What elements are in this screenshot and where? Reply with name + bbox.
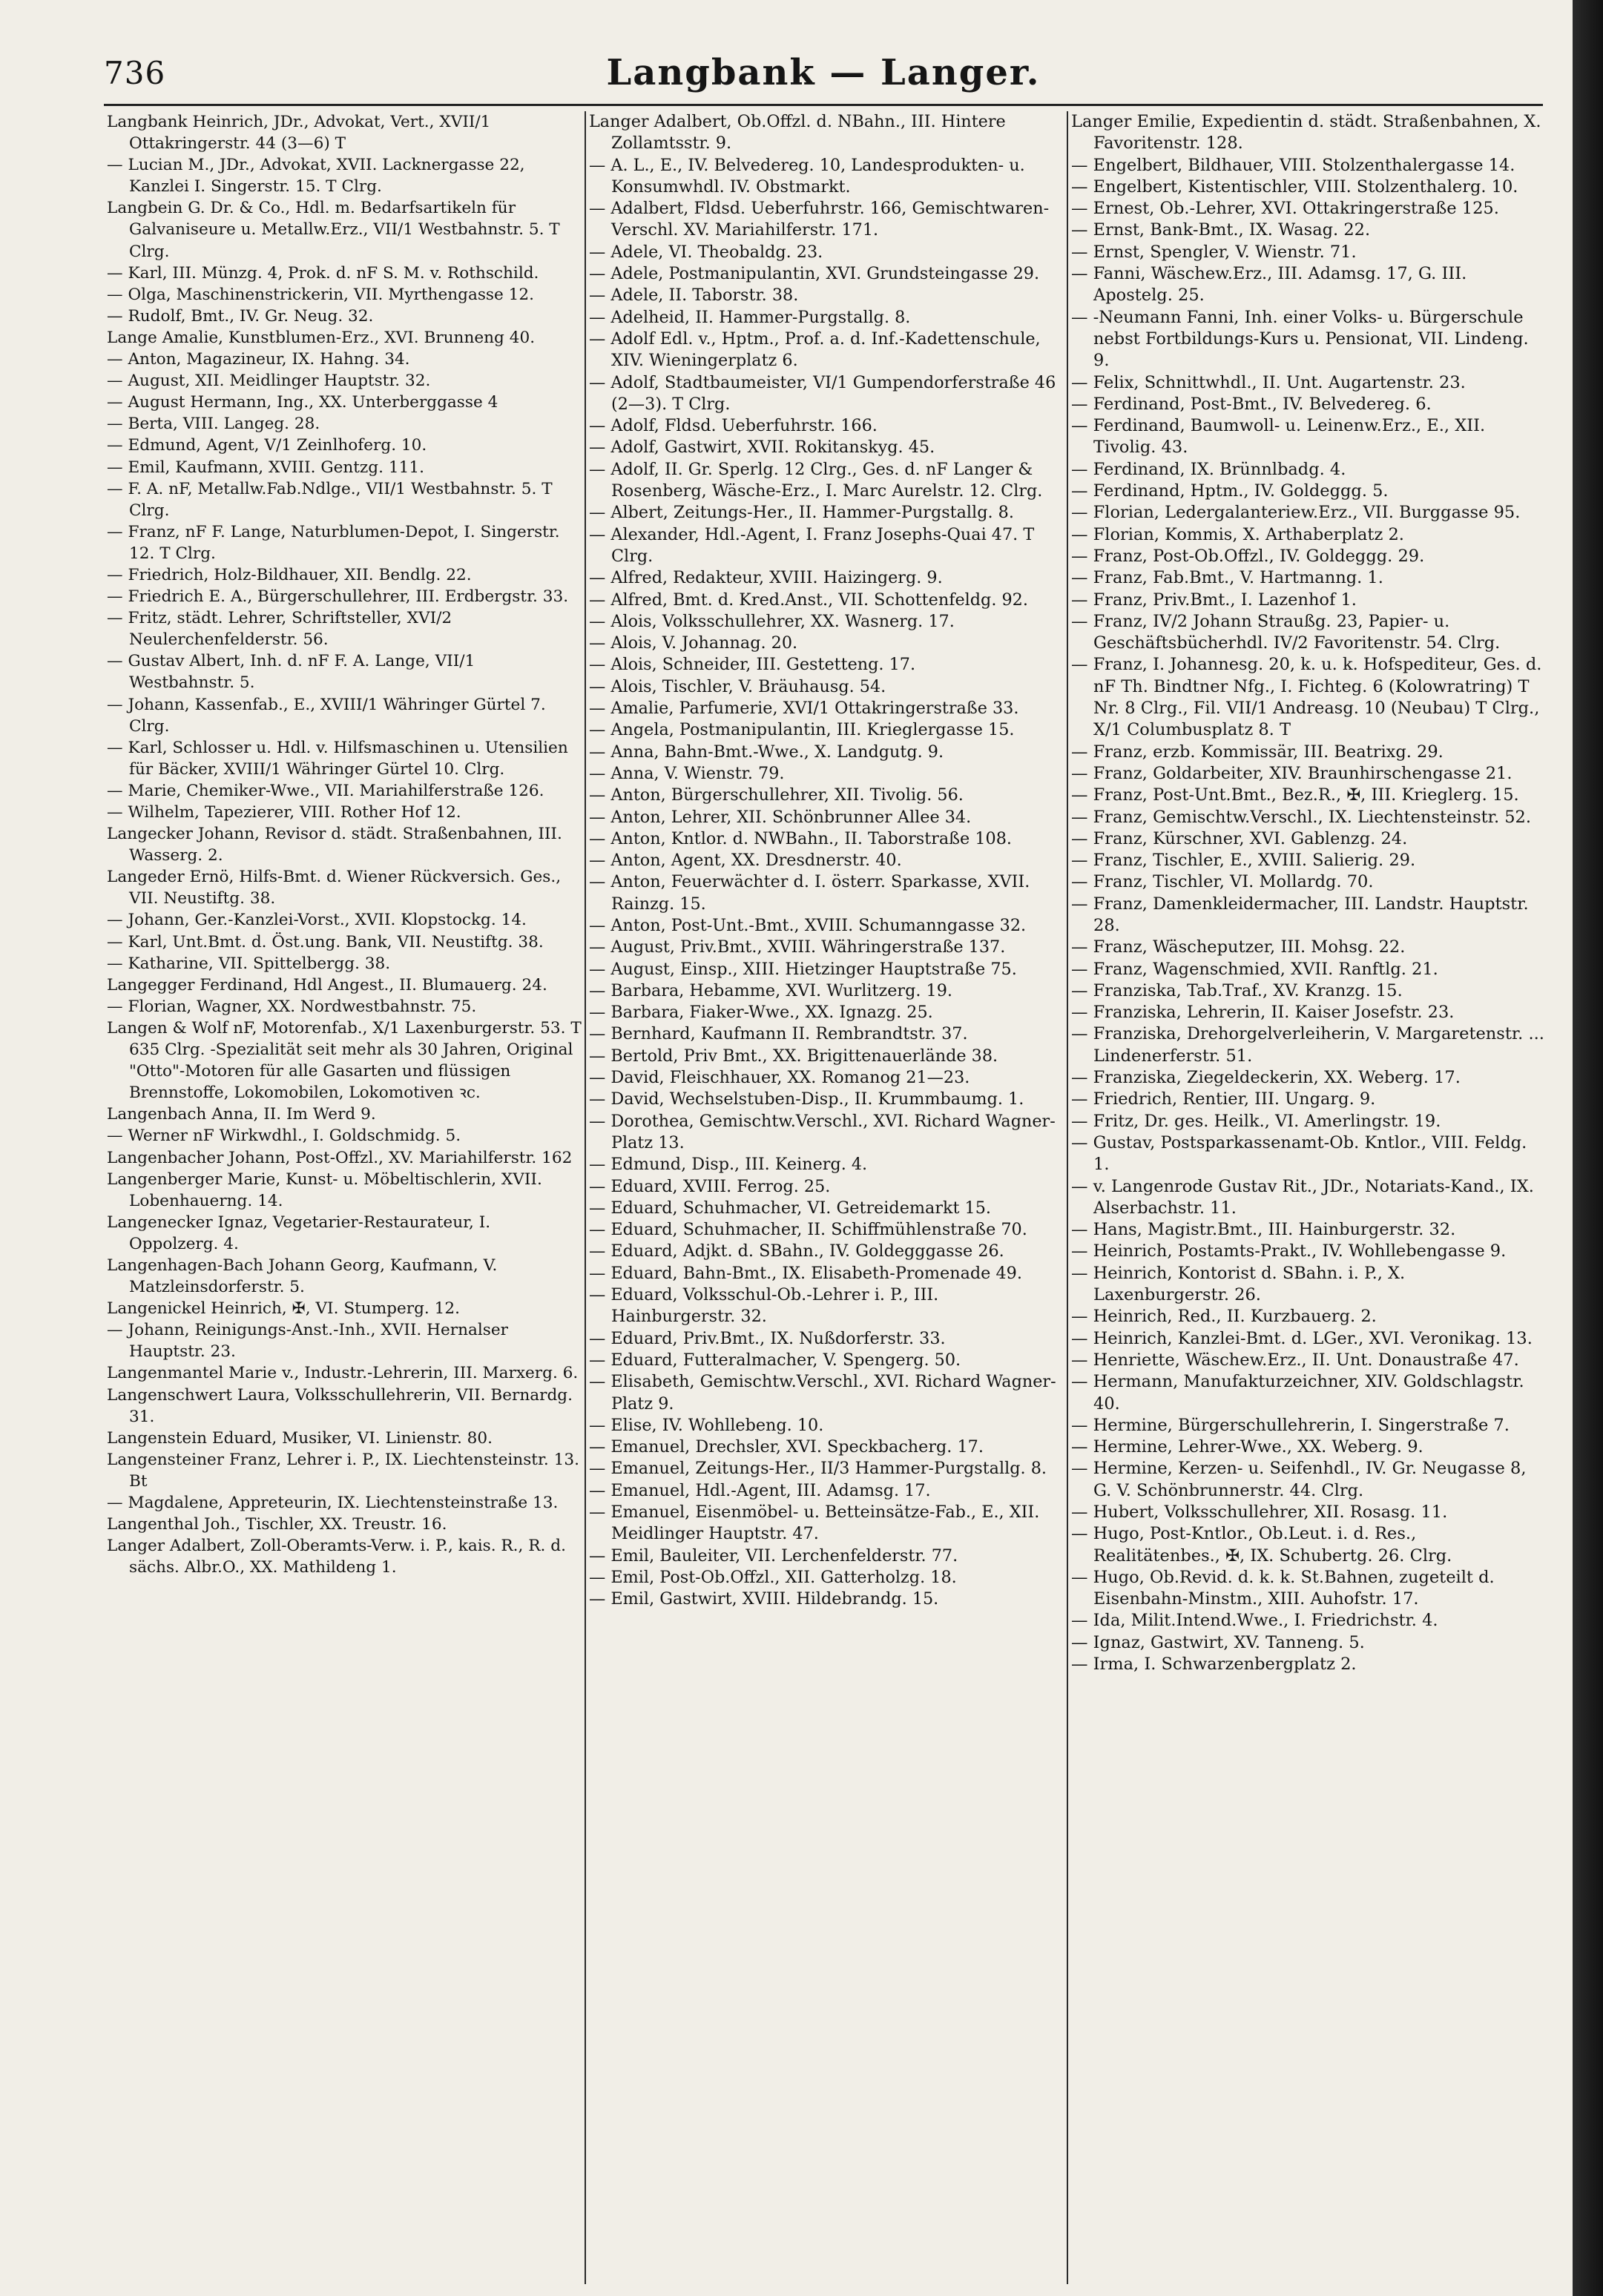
directory-entry: — Emanuel, Eisenmöbel- u. Betteinsätze-Fab., E., XII. Meidlinger Hauptstr. 47. xyxy=(589,1502,1040,1544)
directory-entry: — Ernst, Bank-Bmt., IX. Wasag. 22. xyxy=(1071,220,1371,240)
directory-entry: — Anton, Bürgerschullehrer, XII. Tivolig. 56. xyxy=(589,785,964,805)
directory-entry: — Franz, Damenkleidermacher, III. Landstr. Hauptstr. 28. xyxy=(1071,894,1529,935)
directory-entry: — Edmund, Disp., III. Keinerg. 4. xyxy=(589,1155,868,1175)
directory-entry: — Hermine, Lehrer-Wwe., XX. Weberg. 9. xyxy=(1071,1437,1423,1457)
directory-entry: — Florian, Ledergalanteriew.Erz., VII. Burggasse 95. xyxy=(1071,503,1521,523)
column-divider xyxy=(585,111,586,2284)
scan-edge xyxy=(1573,0,1603,2296)
directory-entry: — Berta, VIII. Langeg. 28. xyxy=(107,415,320,434)
directory-entry: — Hermann, Manufakturzeichner, XIV. Goldschlagstr. 40. xyxy=(1071,1372,1524,1413)
directory-entry: — Fritz, städt. Lehrer, Schriftsteller, XVI/2 Neulerchenfelderstr. 56. xyxy=(107,609,452,650)
directory-entry: — Emil, Bauleiter, VII. Lerchenfelderstr. 77. xyxy=(589,1545,958,1566)
directory-entry: — Johann, Ger.-Kanzlei-Vorst., XVII. Klopstockg. 14. xyxy=(107,911,527,930)
directory-entry: Langenbach Anna, II. Im Werd 9. xyxy=(107,1105,376,1124)
directory-entry: — Alfred, Bmt. d. Kred.Anst., VII. Schottenfeldg. 92. xyxy=(589,590,1028,610)
directory-entry: — Engelbert, Bildhauer, VIII. Stolzenthalergasse 14. xyxy=(1071,155,1515,175)
directory-entry: — Franziska, Ziegeldeckerin, XX. Weberg. 17. xyxy=(1071,1068,1461,1088)
directory-entry: — Adele, II. Taborstr. 38. xyxy=(589,286,799,306)
directory-entry: — Emanuel, Drechsler, XVI. Speckbacherg. 17. xyxy=(589,1437,984,1457)
directory-entry: Langbein G. Dr. & Co., Hdl. m. Bedarfsartikeln für Galvaniseure u. Metallw.Erz., VII/1 Westbahnstr. 5. T Clrg. xyxy=(107,199,560,261)
directory-entry: — A. L., E., IV. Belvedereg. 10, Landesprodukten- u. Konsumwhdl. IV. Obstmarkt. xyxy=(589,155,1025,197)
directory-entry: — Felix, Schnittwhdl., II. Unt. Augartenstr. 23. xyxy=(1071,372,1466,392)
directory-entry: — Hugo, Post-Kntlor., Ob.Leut. i. d. Res., Realitätenbes., ✠, IX. Schubertg. 26. Clrg. xyxy=(1071,1524,1452,1566)
directory-entry: — Karl, Schlosser u. Hdl. v. Hilfsmaschinen u. Utensilien für Bäcker, XVIII/1 Währinger Gürtel 10. Clrg. xyxy=(107,738,568,779)
directory-entry: — Franziska, Drehorgelverleiherin, V. Margaretenstr. ... Lindenerferstr. 51. xyxy=(1071,1024,1544,1066)
directory-entry: — Emil, Post-Ob.Offzl., XII. Gatterholzg. 18. xyxy=(589,1567,957,1587)
directory-entry: — Hermine, Kerzen- u. Seifenhdl., IV. Gr. Neugasse 8, G. V. Schönbrunnerstr. 44. Clrg. xyxy=(1071,1459,1527,1500)
directory-entry: — Dorothea, Gemischtw.Verschl., XVI. Richard Wagner-Platz 13. xyxy=(589,1111,1056,1152)
directory-entry: — Olga, Maschinenstrickerin, VII. Myrthengasse 12. xyxy=(107,285,534,304)
directory-entry: — Florian, Kommis, X. Arthaberplatz 2. xyxy=(1071,524,1404,544)
directory-entry: — Eduard, Bahn-Bmt., IX. Elisabeth-Promenade 49. xyxy=(589,1263,1022,1283)
directory-entry: — Franz, Gemischtw.Verschl., IX. Liechtensteinstr. 52. xyxy=(1071,807,1532,827)
column-1 xyxy=(107,111,582,2284)
directory-entry: — Franz, Priv.Bmt., I. Lazenhof 1. xyxy=(1071,590,1357,610)
header-rule xyxy=(104,104,1543,106)
directory-entry: — Alois, Tischler, V. Bräuhausg. 54. xyxy=(589,676,886,696)
directory-entry: Langenickel Heinrich, ✠, VI. Stumperg. 12. xyxy=(107,1299,460,1319)
column-3 xyxy=(1071,111,1546,2284)
directory-entry: Langenhagen-Bach Johann Georg, Kaufmann, V. Matzleinsdorferstr. 5. xyxy=(107,1256,498,1297)
directory-entry: — Anna, Bahn-Bmt.-Wwe., X. Landgutg. 9. xyxy=(589,742,944,762)
directory-entry: Langenstein Eduard, Musiker, VI. Linienstr. 80. xyxy=(107,1428,493,1448)
directory-entry: — Gustav, Postsparkassenamt-Ob. Kntlor., VIII. Feldg. 1. xyxy=(1071,1132,1527,1175)
directory-entry: — Franz, Wagenschmied, XVII. Ranftlg. 21. xyxy=(1071,959,1438,979)
directory-entry: — Rudolf, Bmt., IV. Gr. Neug. 32. xyxy=(107,306,374,326)
directory-entry: — Adalbert, Fldsd. Ueberfuhrstr. 166, Gemischtwaren-Verschl. XV. Mariahilferstr. 171. xyxy=(589,199,1050,240)
directory-entry: — Franziska, Tab.Traf., XV. Kranzg. 15. xyxy=(1071,980,1403,1000)
directory-entry: — Heinrich, Red., II. Kurzbauerg. 2. xyxy=(1071,1307,1377,1327)
directory-entry: — Franz, Post-Unt.Bmt., Bez.R., ✠, III. Krieglerg. 15. xyxy=(1071,785,1519,805)
directory-entry: — Alfred, Redakteur, XVIII. Haizingerg. 9. xyxy=(589,568,943,588)
page-number: 736 xyxy=(104,55,166,91)
directory-entry: — Franz, I. Johannesg. 20, k. u. k. Hofspediteur, Ges. d. nF Th. Bindtner Nfg., I. Fichteg. 6 (Kolowratring) T Nr. 8 Clrg., Fil. VII/1 Andreasg. 10 (Neubau) T Clrg., X/1 Columbusplatz 8. T xyxy=(1071,655,1542,740)
directory-entry: Langenecker Ignaz, Vegetarier-Restaurateur, I. Oppolzerg. 4. xyxy=(107,1213,491,1253)
directory-entry: — Anna, V. Wienstr. 79. xyxy=(589,763,785,783)
directory-entry: — Emanuel, Hdl.-Agent, III. Adamsg. 17. xyxy=(589,1480,931,1500)
directory-entry: — Franziska, Lehrerin, II. Kaiser Josefstr. 23. xyxy=(1071,1003,1455,1023)
directory-entry: Langenthal Joh., Tischler, XX. Treustr. 16. xyxy=(107,1515,447,1534)
directory-entry: — Ferdinand, Baumwoll- u. Leinenw.Erz., E., XII. Tivolig. 43. xyxy=(1071,416,1486,458)
directory-entry: — Angela, Postmanipulantin, III. Krieglergasse 15. xyxy=(589,720,1015,740)
directory-entry: — Eduard, Futteralmacher, V. Spengerg. 50. xyxy=(589,1350,961,1370)
directory-entry: — Anton, Magazineur, IX. Hahng. 34. xyxy=(107,350,410,369)
directory-entry: Langer Emilie, Expedientin d. städt. Straßenbahnen, X. Favoritenstr. 128. xyxy=(1071,112,1541,154)
directory-entry: — Eduard, XVIII. Ferrog. 25. xyxy=(589,1176,831,1196)
directory-entry: — Alois, V. Johannag. 20. xyxy=(589,633,798,653)
directory-entry: — Engelbert, Kistentischler, VIII. Stolzenthalerg. 10. xyxy=(1071,177,1518,197)
directory-entry: — Emil, Kaufmann, XVIII. Gentzg. 111. xyxy=(107,458,424,477)
directory-entry: — Emanuel, Zeitungs-Her., II/3 Hammer-Purgstallg. 8. xyxy=(589,1459,1047,1479)
directory-entry: — Ferdinand, IX. Brünnlbadg. 4. xyxy=(1071,459,1346,479)
directory-entry: — Franz, Kürschner, XVI. Gablenzg. 24. xyxy=(1071,828,1408,848)
directory-entry: — Adolf, Fldsd. Ueberfuhrstr. 166. xyxy=(589,416,878,436)
directory-entry: — Friedrich, Rentier, III. Ungarg. 9. xyxy=(1071,1089,1376,1109)
directory-entry: — Alois, Schneider, III. Gestetteng. 17. xyxy=(589,655,916,675)
directory-entry: Langegger Ferdinand, Hdl Angest., II. Blumauerg. 24. xyxy=(107,975,547,994)
directory-entry: — Adolf Edl. v., Hptm., Prof. a. d. Inf.-Kadettenschule, XIV. Wieningerplatz 6. xyxy=(589,329,1041,371)
directory-entry: — Gustav Albert, Inh. d. nF F. A. Lange, VII/1 Westbahnstr. 5. xyxy=(107,652,475,693)
directory-entry: — Karl, Unt.Bmt. d. Öst.ung. Bank, VII. Neustiftg. 38. xyxy=(107,932,544,951)
directory-entry: Langer Adalbert, Ob.Offzl. d. NBahn., III. Hintere Zollamtsstr. 9. xyxy=(589,112,1006,154)
directory-entry: — Elisabeth, Gemischtw.Verschl., XVI. Richard Wagner-Platz 9. xyxy=(589,1372,1056,1413)
directory-entry: — August Hermann, Ing., XX. Unterberggasse 4 xyxy=(107,393,498,412)
directory-entry: — Eduard, Priv.Bmt., IX. Nußdorferstr. 33. xyxy=(589,1328,946,1348)
directory-entry: — Anton, Agent, XX. Dresdnerstr. 40. xyxy=(589,851,902,871)
directory-entry: — Hugo, Ob.Revid. d. k. k. St.Bahnen, zugeteilt d. Eisenbahn-Minstm., XIII. Auhofstr. 17. xyxy=(1071,1567,1495,1609)
directory-entry: — David, Fleischhauer, XX. Romanog 21—23. xyxy=(589,1068,970,1088)
directory-entry: — Adolf, Stadtbaumeister, VI/1 Gumpendorferstraße 46 (2—3). T Clrg. xyxy=(589,372,1056,414)
directory-entry: — August, Einsp., XIII. Hietzinger Hauptstraße 75. xyxy=(589,959,1017,979)
column-divider xyxy=(1067,111,1068,2284)
directory-entry: — Elise, IV. Wohllebeng. 10. xyxy=(589,1415,824,1435)
directory-entry: — Emil, Gastwirt, XVIII. Hildebrandg. 15. xyxy=(589,1589,939,1609)
directory-entry: Langeder Ernö, Hilfs-Bmt. d. Wiener Rückversich. Ges., VII. Neustiftg. 38. xyxy=(107,868,562,908)
directory-entry: — Amalie, Parfumerie, XVI/1 Ottakringerstraße 33. xyxy=(589,699,1019,719)
directory-entry: — David, Wechselstuben-Disp., II. Krummbaumg. 1. xyxy=(589,1089,1024,1109)
directory-entry: — Franz, Tischler, E., XVIII. Salierig. 29. xyxy=(1071,851,1416,871)
directory-entry: — Eduard, Adjkt. d. SBahn., IV. Goldegggasse 26. xyxy=(589,1241,1004,1261)
directory-entry: — Franz, erzb. Kommissär, III. Beatrixg. 29. xyxy=(1071,742,1444,762)
directory-entry: — Anton, Lehrer, XII. Schönbrunner Allee 34. xyxy=(589,807,972,827)
directory-entry: — Hermine, Bürgerschullehrerin, I. Singerstraße 7. xyxy=(1071,1415,1510,1435)
directory-entry: — Friedrich E. A., Bürgerschullehrer, III. Erdbergstr. 33. xyxy=(107,587,569,607)
directory-entry: — Adele, Postmanipulantin, XVI. Grundsteingasse 29. xyxy=(589,264,1040,284)
directory-entry: Langen & Wolf nF, Motorenfab., X/1 Laxenburgerstr. 53. T 635 Clrg. -Spezialität seit mehr als 30 Jahren, Original "Otto"-Motoren für alle Gasarten und flüssigen Brennstoffe, Lokomobilen, Lokomotiven ꝛc. xyxy=(107,1018,582,1103)
directory-entry: — Eduard, Schuhmacher, VI. Getreidemarkt 15. xyxy=(589,1198,992,1218)
directory-entry: — Anton, Post-Unt.-Bmt., XVIII. Schumanngasse 32. xyxy=(589,915,1027,935)
directory-entry: — Fritz, Dr. ges. Heilk., VI. Amerlingstr. 19. xyxy=(1071,1111,1441,1131)
directory-entry: — Ferdinand, Hptm., IV. Goldeggg. 5. xyxy=(1071,481,1389,501)
directory-entry: — Edmund, Agent, V/1 Zeinlhoferg. 10. xyxy=(107,436,427,455)
directory-entry: — Anton, Kntlor. d. NWBahn., II. Taborstraße 108. xyxy=(589,828,1012,848)
directory-entry: — Lucian M., JDr., Advokat, XVII. Lacknergasse 22, Kanzlei I. Singerstr. 15. T Clrg. xyxy=(107,156,525,197)
directory-columns xyxy=(107,111,1546,2284)
directory-entry: — Werner nF Wirkwdhl., I. Goldschmidg. 5. xyxy=(107,1126,461,1146)
directory-entry: — Ignaz, Gastwirt, XV. Tanneng. 5. xyxy=(1071,1632,1365,1652)
directory-entry: Langensteiner Franz, Lehrer i. P., IX. Liechtensteinstr. 13. Bt xyxy=(107,1450,579,1491)
directory-entry: — Barbara, Hebamme, XVI. Wurlitzerg. 19. xyxy=(589,980,952,1000)
directory-entry: — Ferdinand, Post-Bmt., IV. Belvedereg. 6. xyxy=(1071,394,1432,414)
directory-entry: — Adolf, Gastwirt, XVII. Rokitanskyg. 45. xyxy=(589,438,935,458)
directory-entry: — Franz, nF F. Lange, Naturblumen-Depot, I. Singerstr. 12. T Clrg. xyxy=(107,522,560,563)
directory-entry: — Bernhard, Kaufmann II. Rembrandtstr. 37. xyxy=(589,1024,968,1044)
directory-entry: — Hubert, Volksschullehrer, XII. Rosasg. 11. xyxy=(1071,1502,1448,1522)
directory-entry: — Franz, Post-Ob.Offzl., IV. Goldeggg. 29. xyxy=(1071,546,1425,566)
directory-entry: — Ernest, Ob.-Lehrer, XVI. Ottakringerstraße 125. xyxy=(1071,199,1499,219)
column-2 xyxy=(589,111,1064,2284)
directory-entry: Langenmantel Marie v., Industr.-Lehrerin, III. Marxerg. 6. xyxy=(107,1364,579,1383)
directory-entry: — Eduard, Volksschul-Ob.-Lehrer i. P., III. Hainburgerstr. 32. xyxy=(589,1285,939,1327)
directory-entry: Langenberger Marie, Kunst- u. Möbeltischlerin, XVII. Lobenhauerng. 14. xyxy=(107,1170,542,1210)
directory-entry: — Katharine, VII. Spittelbergg. 38. xyxy=(107,954,391,973)
directory-entry: — Alexander, Hdl.-Agent, I. Franz Josephs-Quai 47. T Clrg. xyxy=(589,524,1035,566)
directory-entry: Lange Amalie, Kunstblumen-Erz., XVI. Brunneng 40. xyxy=(107,328,536,347)
directory-entry: — Franz, IV/2 Johann Straußg. 23, Papier- u. Geschäftsbücherhdl. IV/2 Favoritenstr. 54. Clrg. xyxy=(1071,611,1501,653)
directory-entry: — Albert, Zeitungs-Her., II. Hammer-Purgstallg. 8. xyxy=(589,503,1014,523)
running-title: Langbank — Langer. xyxy=(606,52,1041,93)
directory-entry: Langbank Heinrich, JDr., Advokat, Vert., XVII/1 Ottakringerstr. 44 (3—6) T xyxy=(107,113,491,154)
directory-entry: — Franz, Fab.Bmt., V. Hartmanng. 1. xyxy=(1071,568,1383,588)
directory-entry: — Adolf, II. Gr. Sperlg. 12 Clrg., Ges. d. nF Langer & Rosenberg, Wäsche-Erz., I. Marc Aurelstr. 12. Clrg. xyxy=(589,459,1043,501)
directory-entry: — Johann, Kassenfab., E., XVIII/1 Währinger Gürtel 7. Clrg. xyxy=(107,695,546,736)
directory-entry: — Henriette, Wäschew.Erz., II. Unt. Donaustraße 47. xyxy=(1071,1350,1519,1370)
directory-entry: — Franz, Wäscheputzer, III. Mohsg. 22. xyxy=(1071,937,1406,957)
directory-entry: — v. Langenrode Gustav Rit., JDr., Notariats-Kand., IX. Alserbachstr. 11. xyxy=(1071,1176,1534,1218)
directory-entry: — Florian, Wagner, XX. Nordwestbahnstr. 75. xyxy=(107,997,477,1016)
directory-entry: — Ida, Milit.Intend.Wwe., I. Friedrichstr. 4. xyxy=(1071,1611,1438,1631)
directory-entry: — Eduard, Schuhmacher, II. Schiffmühlenstraße 70. xyxy=(589,1220,1027,1240)
directory-entry: — Marie, Chemiker-Wwe., VII. Mariahilferstraße 126. xyxy=(107,781,544,800)
directory-entry: — Heinrich, Kanzlei-Bmt. d. LGer., XVI. Veronikag. 13. xyxy=(1071,1328,1533,1348)
directory-entry: — Hans, Magistr.Bmt., III. Hainburgerstr. 32. xyxy=(1071,1220,1456,1240)
directory-entry: Langecker Johann, Revisor d. städt. Straßenbahnen, III. Wasserg. 2. xyxy=(107,825,562,865)
directory-entry: — Barbara, Fiaker-Wwe., XX. Ignazg. 25. xyxy=(589,1003,933,1023)
directory-entry: — Anton, Feuerwächter d. I. österr. Sparkasse, XVII. Rainzg. 15. xyxy=(589,872,1030,914)
directory-entry: — Heinrich, Postamts-Prakt., IV. Wohllebengasse 9. xyxy=(1071,1241,1507,1261)
directory-entry: — Franz, Tischler, VI. Mollardg. 70. xyxy=(1071,872,1374,892)
directory-entry: Langenschwert Laura, Volksschullehrerin, VII. Bernardg. 31. xyxy=(107,1385,573,1426)
directory-entry: — Franz, Goldarbeiter, XIV. Braunhirschengasse 21. xyxy=(1071,763,1513,783)
directory-entry: — Fanni, Wäschew.Erz., III. Adamsg. 17, G. III. Apostelg. 25. xyxy=(1071,264,1467,306)
directory-entry: — Karl, III. Münzg. 4, Prok. d. nF S. M. v. Rothschild. xyxy=(107,263,539,283)
directory-entry: — Wilhelm, Tapezierer, VIII. Rother Hof 12. xyxy=(107,803,461,822)
directory-entry: — Heinrich, Kontorist d. SBahn. i. P., X. Laxenburgerstr. 26. xyxy=(1071,1263,1406,1305)
directory-entry: — Johann, Reinigungs-Anst.-Inh., XVII. Hernalser Hauptstr. 23. xyxy=(107,1321,508,1362)
directory-entry: — Adelheid, II. Hammer-Purgstallg. 8. xyxy=(589,307,911,327)
page-header xyxy=(104,49,1543,101)
directory-entry: — Ernst, Spengler, V. Wienstr. 71. xyxy=(1071,242,1357,262)
directory-entry: — Alois, Volksschullehrer, XX. Wasnerg. 17. xyxy=(589,611,955,631)
directory-entry: — F. A. nF, Metallw.Fab.Ndlge., VII/1 Westbahnstr. 5. T Clrg. xyxy=(107,479,553,520)
directory-entry: — August, Priv.Bmt., XVIII. Währingerstraße 137. xyxy=(589,937,1006,957)
directory-entry: — -Neumann Fanni, Inh. einer Volks- u. Bürgerschule nebst Fortbildungs-Kurs u. Pensionat, VII. Lindeng. 9. xyxy=(1071,307,1529,371)
directory-entry: — Magdalene, Appreteurin, IX. Liechtensteinstraße 13. xyxy=(107,1494,559,1512)
directory-entry: Langenbacher Johann, Post-Offzl., XV. Mariahilferstr. 162 xyxy=(107,1148,573,1167)
directory-entry: — Adele, VI. Theobaldg. 23. xyxy=(589,242,823,262)
directory-entry: — Bertold, Priv Bmt., XX. Brigittenauerlände 38. xyxy=(589,1046,998,1066)
directory-entry: — Irma, I. Schwarzenbergplatz 2. xyxy=(1071,1655,1357,1675)
directory-entry: — Friedrich, Holz-Bildhauer, XII. Bendlg. 22. xyxy=(107,565,472,584)
directory-entry: Langer Adalbert, Zoll-Oberamts-Verw. i. P., kais. R., R. d. sächs. Albr.O., XX. Mathildeng 1. xyxy=(107,1537,566,1577)
directory-entry: — August, XII. Meidlinger Hauptstr. 32. xyxy=(107,372,431,391)
